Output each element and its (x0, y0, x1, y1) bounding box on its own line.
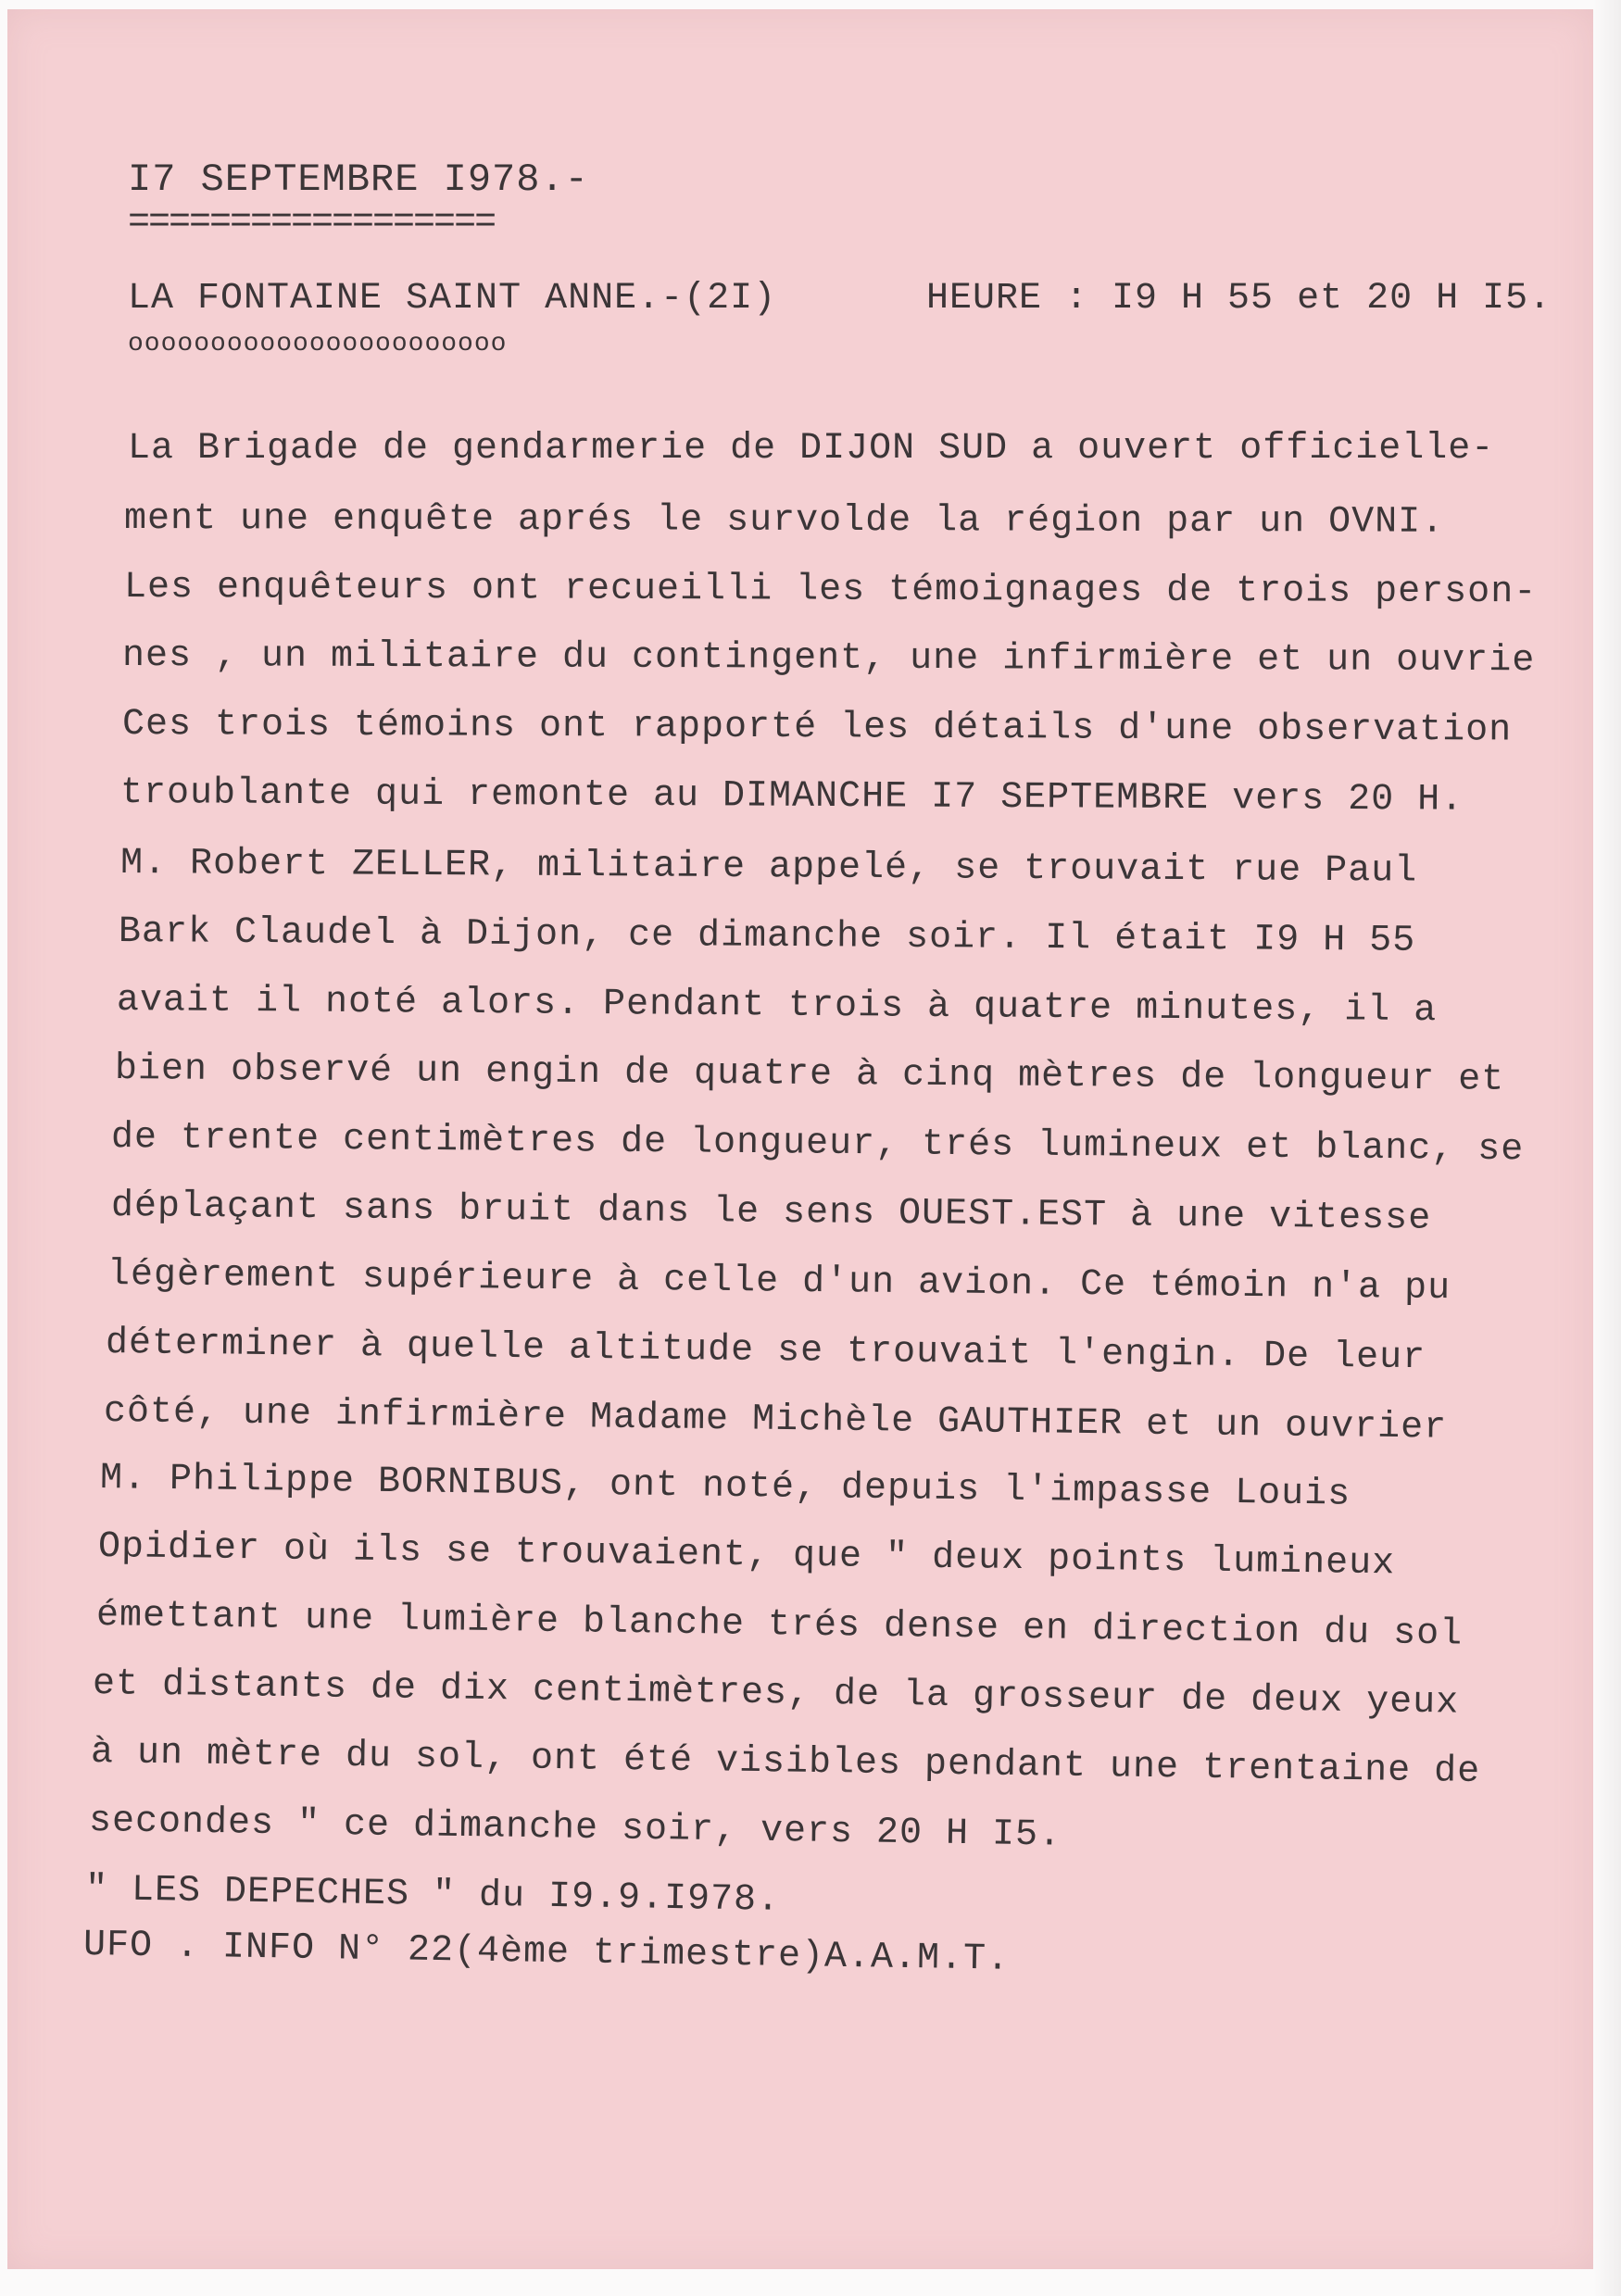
body-line: à un mètre du sol, ont été visibles pendant une trentaine de (90, 1732, 1481, 1793)
bulletin-reference: UFO . INFO N° 22(4ème trimestre)A.A.M.T. (82, 1925, 1011, 1981)
date-underline: ================== (128, 202, 496, 244)
body-line: Les enquêteurs ont recueilli les témoignages de trois person- (123, 567, 1538, 614)
body-line: émettant une lumière blanche trés dense en direction du sol (95, 1595, 1464, 1656)
location-heading: LA FONTAINE SAINT ANNE.-(2I) (128, 278, 777, 320)
body-line: légèrement supérieure à celle d'un avion. Ce témoin n'a pu (107, 1254, 1451, 1311)
body-line: secondes " ce dimanche soir, vers 20 H I5. (88, 1800, 1062, 1857)
newspaper-source: " LES DEPECHES " du I9.9.I978. (84, 1869, 781, 1922)
body-line: déterminer à quelle altitude se trouvait l'engin. De leur (105, 1323, 1426, 1380)
body-line: déplaçant sans bruit dans le sens OUEST.EST à une vitesse (110, 1186, 1432, 1240)
body-line: et distants de dix centimètres, de la grosseur de deux yeux (92, 1663, 1460, 1725)
body-line: M. Robert ZELLER, militaire appelé, se trouvait rue Paul (119, 843, 1418, 893)
document-date: I7 SEPTEMBRE I978.- (128, 157, 589, 202)
body-line: ment une enquête aprés le survolde la région par un OVNI. (123, 498, 1445, 544)
body-line: troublante qui remonte au DIMANCHE I7 SEPTEMBRE vers 20 H. (119, 772, 1464, 822)
time-heading: HEURE : I9 H 55 et 20 H I5. (926, 278, 1552, 320)
body-line: M. Philippe BORNIBUS, ont noté, depuis l'impasse Louis (99, 1458, 1351, 1516)
body-line: La Brigade de gendarmerie de DIJON SUD a ouvert officielle- (128, 428, 1495, 470)
page-edge (1593, 0, 1621, 2296)
body-line: avait il noté alors. Pendant trois à quatre minutes, il a (116, 980, 1438, 1033)
body-line: de trente centimètres de longueur, trés lumineux et blanc, se (110, 1117, 1525, 1172)
body-line: côté, une infirmière Madame Michèle GAUTHIER et un ouvrier (103, 1391, 1448, 1449)
body-line: Ces trois témoins ont rapporté les détails d'une observation (121, 704, 1513, 752)
body-line: bien observé un engin de quatre à cinq mètres de longueur et (114, 1048, 1505, 1101)
body-line: nes , un militaire du contingent, une infirmière et un ouvrie (121, 635, 1536, 683)
location-underline: ooooooooooooooooooooooo (128, 330, 508, 358)
body-line: Opidier où ils se trouvaient, que " deux points lumineux (97, 1526, 1396, 1586)
body-line: Bark Claudel à Dijon, ce dimanche soir. Il était I9 H 55 (118, 911, 1416, 962)
